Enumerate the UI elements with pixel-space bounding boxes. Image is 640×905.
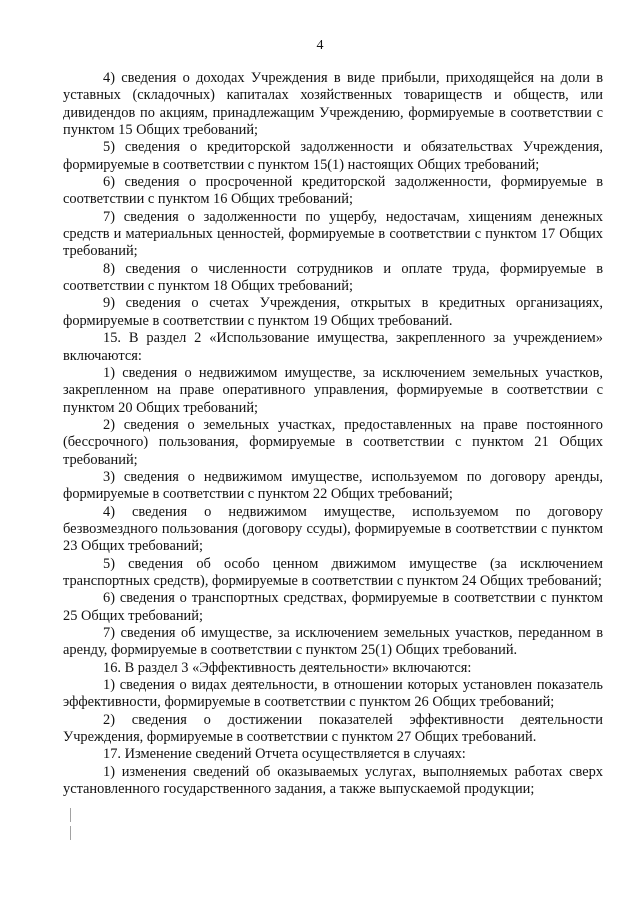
scan-artifact-mark [70, 808, 83, 822]
paragraph-15-2: 2) сведения о земельных участках, предоставленных на праве постоянного (бессрочного) пользования, формируемые в соответствии с пунктом 21 Общих требований; [63, 416, 603, 468]
scan-artifact-mark [70, 826, 83, 840]
paragraph-15-5: 5) сведения об особо ценном движимом имуществе (за исключением транспортных средств), формируемые в соответствии с пунктом 24 Общих требований; [63, 555, 603, 589]
page-number: 4 [316, 38, 324, 53]
paragraph-16-2: 2) сведения о достижении показателей эффективности деятельности Учреждения, формируемые в соответствии с пунктом 27 Общих требований. [63, 711, 603, 746]
paragraph-14-5: 5) сведения о кредиторской задолженности и обязательствах Учреждения, формируемые в соответствии с пунктом 15(1) настоящих Общих требований; [63, 139, 603, 173]
paragraph-14-9: 9) сведения о счетах Учреждения, открытых в кредитных организациях, формируемые в соответствии с пунктом 19 Общих требований. [63, 295, 603, 329]
paragraph-15-7: 7) сведения об имуществе, за исключением земельных участков, переданном в аренду, формируемые в соответствии с пунктом 25(1) Общих требований. [63, 625, 603, 659]
paragraph-15-1: 1) сведения о недвижимом имуществе, за исключением земельных участков, закрепленном на праве оперативного управления, формируемые в соответствии с пунктом 20 Общих требований; [63, 364, 603, 416]
paragraph-16-1: 1) сведения о видах деятельности, в отношении которых установлен показатель эффективности, формируемые в соответствии с пунктом 26 Общих требований; [63, 677, 603, 711]
paragraph-16-heading: 16. В раздел 3 «Эффективность деятельности» включаются: [103, 659, 472, 676]
paragraph-15-6: 6) сведения о транспортных средствах, формируемые в соответствии с пунктом 25 Общих требований; [63, 590, 603, 624]
paragraph-15-3: 3) сведения о недвижимом имуществе, используемом по договору аренды, формируемые в соответствии с пунктом 22 Общих требований; [63, 468, 603, 503]
paragraph-14-4: 4) сведения о доходах Учреждения в виде прибыли, приходящейся на доли в уставных (складочных) капиталах хозяйственных товариществ и обществ, или дивидендов по акциям, принадлежащим Учреждению, формируемые в соответствии с пунктом 15 Общих требований; [63, 70, 603, 139]
paragraph-17-heading: 17. Изменение сведений Отчета осуществляется в случаях: [103, 746, 466, 763]
document-body [63, 70, 603, 798]
paragraph-15-heading: 15. В раздел 2 «Использование имущества, закрепленного за учреждением» включаются: [63, 330, 603, 364]
paragraph-15-4: 4) сведения о недвижимом имуществе, используемом по договору безвозмездного пользования (договору ссуды), формируемые в соответствии с пунктом 23 Общих требований; [63, 503, 603, 555]
paragraph-17-1: 1) изменения сведений об оказываемых услугах, выполняемых работах сверх установленного государственного задания, а также выпускаемой продукции; [63, 763, 603, 798]
paragraph-14-6: 6) сведения о просроченной кредиторской задолженности, формируемые в соответствии с пунктом 16 Общих требований; [63, 174, 603, 208]
paragraph-14-7: 7) сведения о задолженности по ущербу, недостачам, хищениям денежных средств и материальных ценностей, формируемые в соответствии с пунктом 17 Общих требований; [63, 208, 603, 260]
paragraph-14-8: 8) сведения о численности сотрудников и оплате труда, формируемые в соответствии с пунктом 18 Общих требований; [63, 260, 603, 295]
